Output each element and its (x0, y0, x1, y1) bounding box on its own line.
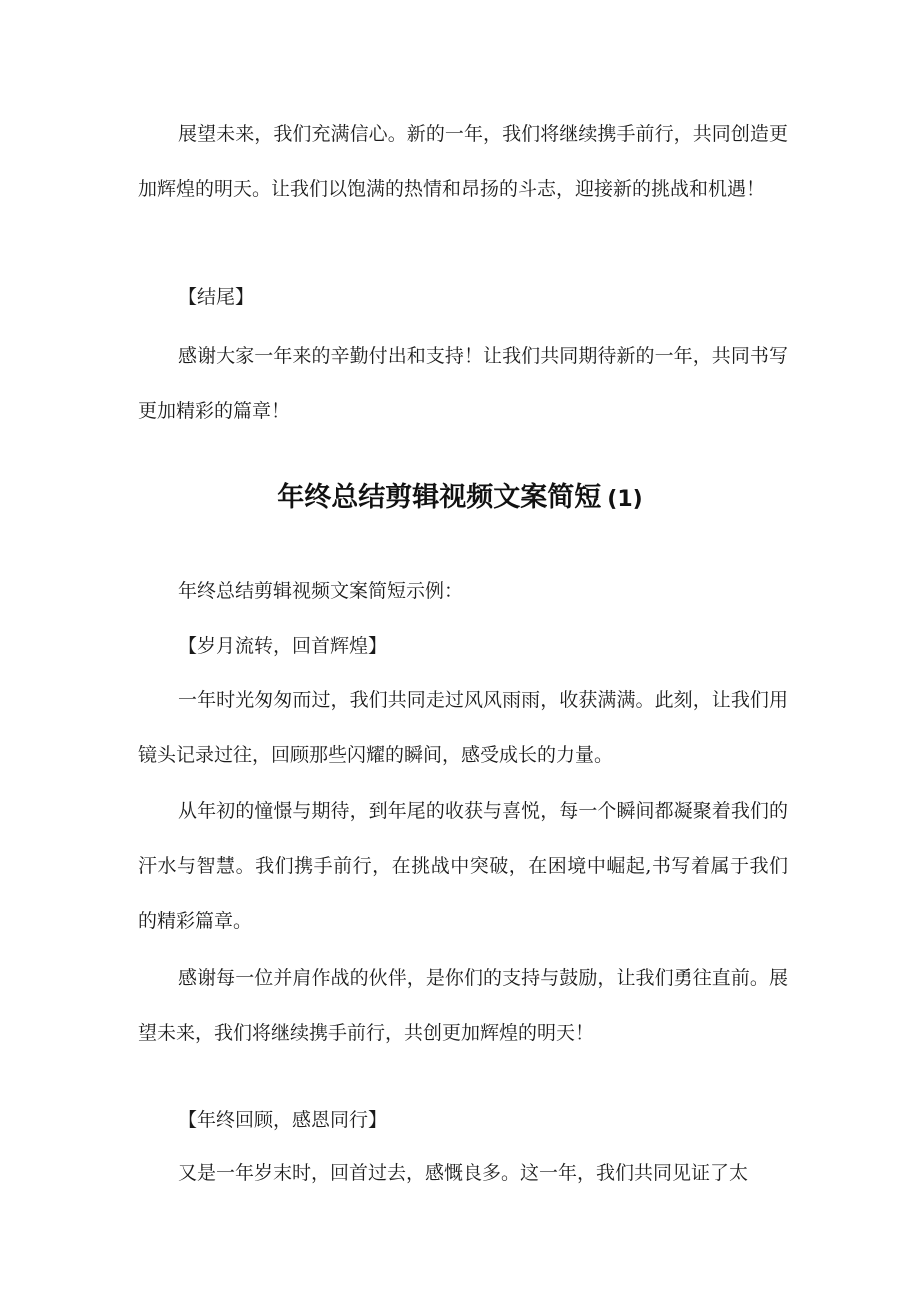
section-title (0, 478, 920, 520)
paragraph-outlook: 展望未来，我们充满信心。新的一年，我们将继续携手前行，共同创造更加辉煌的明天。让我们以饱满的热情和昂扬的斗志，迎接新的挑战和机遇！ (138, 123, 788, 200)
section-label-ending: 【结尾】 (178, 286, 255, 308)
section-title-number: (1) (607, 487, 643, 512)
section-title-text: 年终总结剪辑视频文案简短 (277, 482, 602, 513)
paragraph-journey: 从年初的憧憬与期待，到年尾的收获与喜悦，每一个瞬间都凝聚着我们的汗水与智慧。我们携手前行，在挑战中突破，在困境中崛起,书写着属于我们的精彩篇章。 (138, 800, 788, 932)
paragraph-gratitude: 感谢每一位并肩作战的伙伴，是你们的支持与鼓励，让我们勇往直前。展望未来，我们将继续携手前行，共创更加辉煌的明天！ (138, 967, 788, 1044)
example-intro: 年终总结剪辑视频文案简短示例： (178, 580, 464, 602)
section-label-years: 【岁月流转，回首辉煌】 (178, 635, 388, 657)
paragraph-year-end: 又是一年岁末时，回首过去，感慨良多。这一年，我们共同见证了太 (178, 1162, 749, 1184)
section-label-review: 【年终回顾，感恩同行】 (178, 1109, 388, 1131)
paragraph-thanks: 感谢大家一年来的辛勤付出和支持！让我们共同期待新的一年，共同书写更加精彩的篇章！ (138, 345, 788, 422)
paragraph-year-review: 一年时光匆匆而过，我们共同走过风风雨雨，收获满满。此刻，让我们用镜头记录过往，回顾那些闪耀的瞬间，感受成长的力量。 (138, 689, 788, 766)
